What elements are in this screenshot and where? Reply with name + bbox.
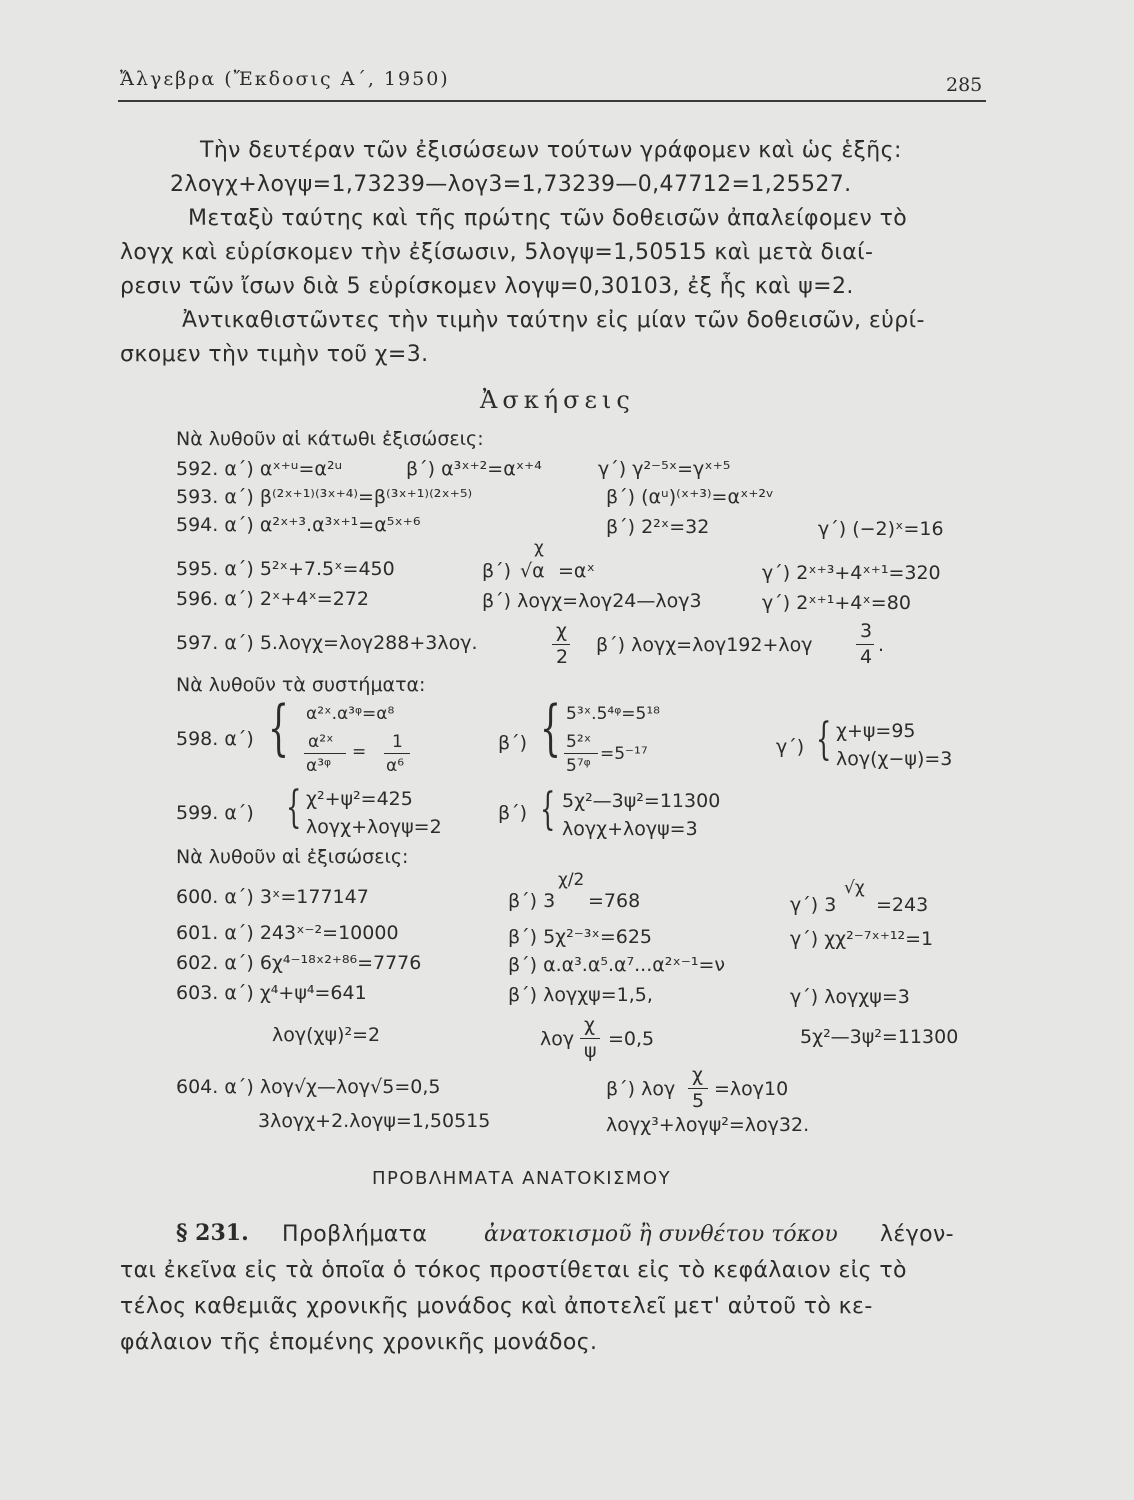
body-line: 2λογχ+λογψ=1,73239—λογ3=1,73239—0,47712=1,25527. — [170, 172, 852, 197]
exercise-603-b2-rhs: =0,5 — [608, 1028, 655, 1050]
exercise-592-c: γ΄) γ²⁻⁵ˣ=γˣ⁺⁵ — [598, 458, 731, 480]
exercise-596-b: β΄) λογχ=λογ24—λογ3 — [482, 590, 702, 612]
exercise-600-c-exp: √χ — [844, 878, 865, 898]
exercise-600-b-rhs: =768 — [588, 890, 641, 912]
exercise-600-c-label: γ΄) 3 — [790, 894, 837, 916]
exercise-599-label: 599. α΄) — [176, 802, 254, 824]
exercise-604-b-rhs: =λογ10 — [714, 1078, 789, 1100]
exercise-603-c: γ΄) λογχψ=3 — [790, 986, 910, 1008]
body-line: Μεταξὺ ταύτης καὶ τῆς πρώτης τῶν δοθεισῶν ἀπαλείφομεν τὸ — [188, 206, 908, 231]
exercise-603-b: β΄) λογχψ=1,5, — [508, 984, 653, 1006]
exercise-598-a2-num: α²ˣ — [308, 732, 334, 752]
exercise-597-frac2-num: 3 — [860, 620, 873, 642]
exercise-603-b2-log: λογ — [540, 1028, 575, 1050]
exercise-602-b: β΄) α.α³.α⁵.α⁷...α²ˣ⁻¹=ν — [508, 954, 726, 976]
exercise-600-c-rhs: =243 — [876, 894, 929, 916]
section-text: τέλος καθεμιᾶς χρονικῆς μονάδος καὶ ἀποτελεῖ μετ' αὐτοῦ τὸ κε- — [120, 1294, 873, 1319]
exercise-595-a: 595. α΄) 5²ˣ+7.5ˣ=450 — [176, 558, 395, 580]
exercise-598-label: 598. α΄) — [176, 728, 254, 750]
left-brace: { — [540, 693, 562, 763]
exercise-599-a1: χ²+ψ²=425 — [306, 788, 413, 810]
left-brace: { — [268, 693, 290, 763]
left-brace: { — [540, 784, 556, 835]
left-brace: { — [286, 782, 302, 833]
body-line: λογχ καὶ εὑρίσκομεν τὴν ἐξίσωσιν, 5λογψ=1,50515 καὶ μετὰ διαί- — [120, 240, 874, 265]
exercise-599-b-label: β΄) — [498, 802, 528, 824]
section-text: Προβλήματα — [282, 1222, 428, 1247]
exercise-595-c: γ΄) 2ˣ⁺³+4ˣ⁺¹=320 — [762, 562, 941, 584]
section-heading: ΠΡΟΒΛΗΜΑΤΑ ΑΝΑΤΟΚΙΣΜΟΥ — [372, 1168, 672, 1189]
exercise-594-a: 594. α΄) α²ˣ⁺³.α³ˣ⁺¹=α⁵ˣ⁺⁶ — [176, 514, 421, 536]
left-brace: { — [816, 714, 832, 765]
section-text: ται ἐκεῖνα εἰς τὰ ὁποῖα ὁ τόκος προστίθεται εἰς τὸ κεφάλαιον εἰς τὸ — [120, 1258, 907, 1283]
exercise-597-frac-den: 2 — [556, 646, 569, 668]
exercise-602-a: 602. α΄) 6χ⁴⁻¹⁸ˣ²⁺⁸⁶=7776 — [176, 952, 422, 974]
exercise-598-a1: α²ˣ.α³ᵠ=α⁸ — [306, 704, 395, 724]
exercise-598-b1: 5³ˣ.5⁴ᵠ=5¹⁸ — [566, 704, 660, 724]
exercise-598-b2-eq: =5⁻¹⁷ — [600, 744, 648, 764]
exercises-title: Ἀσκήσεις — [480, 386, 635, 414]
exercise-599-b1: 5χ²—3ψ²=11300 — [562, 790, 721, 812]
exercise-599-b2: λογχ+λογψ=3 — [562, 818, 698, 840]
exercise-603-b2-den: ψ — [584, 1040, 597, 1062]
exercise-598-a2-rnum: 1 — [392, 732, 403, 752]
exercise-598-c-label: γ΄) — [776, 736, 805, 758]
exercise-595-b-rhs: =αˣ — [558, 560, 595, 582]
body-line: σκομεν τὴν τιμὴν τοῦ χ=3. — [120, 342, 429, 367]
exercise-598-a2-rden: α⁶ — [386, 756, 405, 776]
exercise-601-b: β΄) 5χ²⁻³ˣ=625 — [508, 926, 653, 948]
fraction-bar — [304, 753, 346, 754]
exercise-597-frac2-den: 4 — [860, 646, 873, 668]
exercise-604-b-num: χ — [692, 1064, 703, 1086]
exercise-603-c2: 5χ²—3ψ²=11300 — [800, 1026, 959, 1048]
exercise-593-b: β΄) (αᵘ)⁽ˣ⁺³⁾=αˣ⁺²ᵛ — [606, 486, 774, 508]
fraction-bar — [688, 1088, 708, 1089]
exercises-intro: Νὰ λυθοῦν αἱ κάτωθι ἐξισώσεις: — [176, 428, 484, 450]
exercise-600-a: 600. α΄) 3ˣ=177147 — [176, 886, 369, 908]
exercise-597-a: 597. α΄) 5.λογχ=λογ288+3λογ. — [176, 632, 478, 654]
section-emphasis: ἀνατοκισμοῦ ἢ συνθέτου τόκου — [484, 1222, 838, 1247]
exercise-603-a2: λογ(χψ)²=2 — [272, 1024, 381, 1046]
fraction-bar — [552, 644, 570, 645]
section-text: λέγον- — [880, 1222, 955, 1247]
exercise-592-a: 592. α΄) αˣ⁺ᵘ=α²ᵘ — [176, 458, 343, 480]
exercise-599-a2: λογχ+λογψ=2 — [306, 816, 442, 838]
exercise-598-c2: λογ(χ−ψ)=3 — [836, 748, 953, 770]
exercise-600-b-label: β΄) 3 — [508, 890, 556, 912]
fraction-bar — [856, 644, 874, 645]
exercise-600-b-exp: χ/2 — [558, 870, 585, 890]
exercise-594-b: β΄) 2²ˣ=32 — [606, 516, 710, 538]
exercise-604-b-den: 5 — [692, 1090, 705, 1112]
exercise-597-frac-num: χ — [556, 620, 567, 642]
exercise-595-root-index: χ — [534, 538, 544, 558]
exercise-604-b2: λογχ³+λογψ²=λογ32. — [606, 1114, 810, 1136]
exercise-592-b: β΄) α³ˣ⁺²=αˣ⁺⁴ — [406, 458, 542, 480]
fraction-bar — [564, 753, 598, 754]
exercise-598-b2-den: 5⁷ᵠ — [566, 756, 591, 776]
exercise-603-b2-num: χ — [584, 1014, 595, 1036]
exercise-598-b2-num: 5²ˣ — [566, 732, 592, 752]
body-line: Ἀντικαθιστῶντες τὴν τιμὴν ταύτην εἰς μίαν τῶν δοθεισῶν, εὑρί- — [182, 308, 925, 333]
body-line: ρεσιν τῶν ἴσων διὰ 5 εὑρίσκομεν λογψ=0,30103, ἐξ ἧς καὶ ψ=2. — [120, 274, 854, 299]
exercise-603-a: 603. α΄) χ⁴+ψ⁴=641 — [176, 982, 367, 1004]
exercise-595-b-label: β΄) — [482, 560, 512, 582]
exercise-598-b-label: β΄) — [498, 732, 528, 754]
header-rule — [118, 100, 986, 102]
page-number: 285 — [946, 74, 983, 96]
exercise-595-root: √α — [520, 560, 545, 582]
exercise-604-a: 604. α΄) λογ√χ—λογ√5=0,5 — [176, 1076, 441, 1098]
exercise-598-a2-den: α³ᵠ — [306, 756, 332, 776]
exercise-594-c: γ΄) (−2)ˣ=16 — [818, 518, 944, 540]
exercise-596-a: 596. α΄) 2ˣ+4ˣ=272 — [176, 588, 369, 610]
exercise-593-a: 593. α΄) β⁽²ˣ⁺¹⁾⁽³ˣ⁺⁴⁾=β⁽³ˣ⁺¹⁾⁽²ˣ⁺⁵⁾ — [176, 486, 473, 508]
exercise-601-a: 601. α΄) 243ˣ⁻²=10000 — [176, 922, 399, 944]
equations-intro: Νὰ λυθοῦν αἱ ἐξισώσεις: — [176, 846, 409, 868]
fraction-bar — [384, 753, 410, 754]
exercise-601-c: γ΄) χχ²⁻⁷ˣ⁺¹²=1 — [790, 928, 934, 950]
exercise-598-c1: χ+ψ=95 — [836, 720, 916, 742]
section-number: § 231. — [176, 1220, 249, 1246]
exercise-597-period: . — [878, 634, 885, 656]
section-text: φάλαιον τῆς ἑπομένης χρονικῆς μονάδος. — [120, 1330, 598, 1355]
body-line: Τὴν δευτέραν τῶν ἐξισώσεων τούτων γράφομεν καὶ ὡς ἑξῆς: — [200, 138, 902, 163]
running-title: Ἄλγεβρα (Ἔκδοσις Α΄, 1950) — [120, 68, 450, 90]
exercise-604-a2: 3λογχ+2.λογψ=1,50515 — [258, 1110, 491, 1132]
fraction-bar — [580, 1038, 600, 1039]
systems-intro: Νὰ λυθοῦν τὰ συστήματα: — [176, 674, 426, 696]
exercise-598-a2-eq: = — [352, 742, 367, 762]
exercise-596-c: γ΄) 2ˣ⁺¹+4ˣ=80 — [762, 592, 911, 614]
exercise-604-b-label: β΄) λογ — [606, 1078, 676, 1100]
exercise-597-b: β΄) λογχ=λογ192+λογ — [596, 634, 813, 656]
